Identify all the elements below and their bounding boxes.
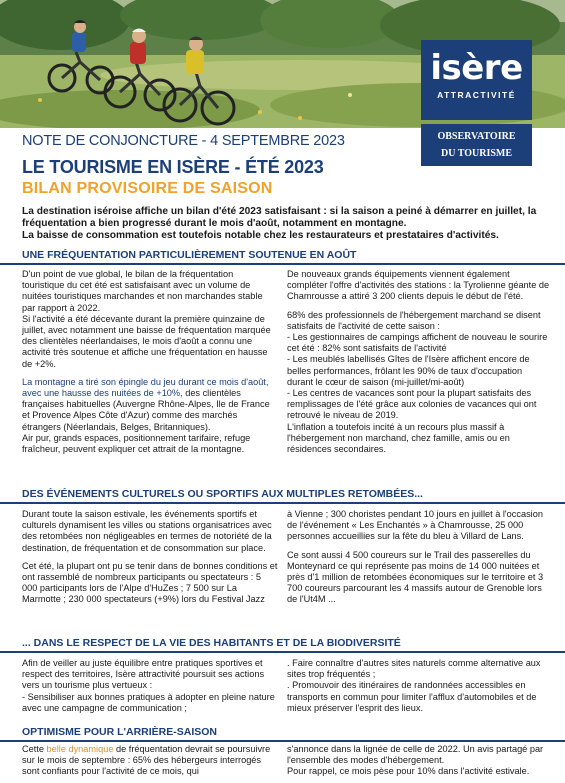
page-subtitle: BILAN PROVISOIRE DE SAISON (22, 180, 273, 197)
observatory-badge (421, 124, 532, 166)
s4-right-p2: Pour rappel, ce mois pèse pour 10% dans l'activité estivale. (287, 766, 530, 777)
observatory-line2: DU TOURISME (440, 148, 513, 159)
section4-left-column (22, 744, 278, 778)
s2-right-p1: à Vienne ; 300 choristes pendant 10 jours en juillet à l'occasion de l'événement « Les Enchantés » à Chamrousse, 25 000 personnes accueillies sur la fête du bleu à Villard de Lans. (287, 509, 543, 542)
s2-left-p1: Durant toute la saison estivale, les événements sportifs et culturels dynamisent les villes ou stations organisatrices avec des retombées non négligeables en termes de notoriété de la destination, de fréquentation et de consommation sur place. (22, 509, 272, 553)
page-title: LE TOURISME EN ISÈRE - ÉTÉ 2023 (22, 157, 324, 177)
section4-divider (0, 740, 565, 742)
s1-right-b3: - Les centres de vacances sont pour la plupart satisfaits des remplissages de l'été grâce aux colonies de vacances qui ont retrouvé le niveau de 2019. (287, 388, 537, 421)
s4-left-highlight: belle dynamique (46, 744, 114, 754)
section1-divider (0, 263, 565, 265)
s4-left-p1 (22, 744, 278, 778)
s1-right-p1: De nouveaux grands équipements viennent également compléter l'offre d'activités des stations : la Tyrolienne géante de Chamrousse a attiré 3 200 clients depuis le début de l'été. (287, 269, 550, 302)
section2-left-column (22, 509, 278, 606)
s1-right-p2: 68% des professionnels de l'hébergement marchand se disent satisfaits de l'activité de cette saison : (287, 309, 541, 331)
s1-right-p3: L'inflation a toutefois incité à un recours plus massif à l'hébergement non marchand, chez famille, amis ou en résidences secondaires. (287, 421, 510, 455)
s1-left-p3 (22, 377, 278, 433)
isere-logo (421, 40, 532, 120)
s1-left-p1: D'un point de vue global, le bilan de la fréquentation touristique du cet été est satisfaisant avec un volume de nuitées touristiques marchandes et non marchandes stable par rapport à 2022. (22, 269, 263, 313)
section2-heading: DES ÉVÉNEMENTS CULTURELS OU SPORTIFS AUX MULTIPLES RETOMBÉES... (22, 488, 423, 500)
intro-summary (22, 206, 550, 242)
s4-left-pre: Cette (22, 744, 47, 754)
s3-right-p1: . Faire connaître d'autres sites naturels comme alternative aux sites trop fréquentés ; (287, 658, 541, 680)
s3-right-p2: . Promouvoir des itinéraires de randonnées accessibles en transports en commun pour limiter l'afflux d'automobiles et de mieux préserver l'esprit des lieux. (287, 680, 537, 713)
section1-right-column (287, 269, 550, 455)
observatory-line1: OBSERVATOIRE (437, 131, 516, 142)
s3-left-p1: Afin de veiller au juste équilibre entre pratiques sportives et respect des territoires, Isère attractivité poursuit ses actions vers un tourisme plus vertueux : (22, 658, 265, 691)
section1-left-column (22, 269, 278, 455)
section4-right-column (287, 744, 550, 778)
section3-left-column (22, 658, 278, 714)
section3-right-column (287, 658, 550, 714)
section3-divider (0, 651, 565, 653)
logo-text: isère (430, 48, 523, 88)
s4-right-p1: s'annonce dans la lignée de celle de 2022. Un avis partagé par l'ensemble des modes d'hébergement. (287, 744, 544, 766)
s1-right-b2: - Les meublés labellisés Gîtes de l'Isère affichent encore de belles performances, frôlant les 90% de taux d'occupation durant le cœur de saison (mi-juillet/mi-août) (287, 354, 530, 387)
section1-heading: UNE FRÉQUENTATION PARTICULIÈREMENT SOUTENUE EN AOÛT (22, 249, 357, 261)
s1-left-p4: Air pur, grands espaces, positionnement tarifaire, refuge fraîcheur, peuvent expliquer cet attrait de la montagne. (22, 432, 251, 455)
s2-right-p2: Ce sont aussi 4 500 coureurs sur le Trail des passerelles du Monteynard ce qui représente pas moins de 14 000 nuitées et près d'1 million de retombées économiques sur le territoire et 3 700 coureurs parcourant les 4 massifs autour de Grenoble lors de l'Ut4M ... (287, 549, 544, 605)
s1-left-p3-rest: des clientèles françaises habituelles (Auvergne Rhône-Alpes, Ile de France et Provence Alpes Côte d'Azur) comme des marchés étrangers (Néerlandais, Belges, Britanniques). (22, 388, 270, 432)
intro-line2: La baisse de consommation est toutefois notable chez les restaurateurs et prestataires d'activités. (22, 230, 499, 241)
logo-subtext: ATTRACTIVITÉ (437, 90, 516, 100)
s1-left-p3-highlight: La montagne a tiré son épingle du jeu durant ce mois d'août, avec une hausse des nuitées de +10%, (22, 376, 269, 399)
section2-right-column (287, 509, 550, 606)
section3-heading: ... DANS LE RESPECT DE LA VIE DES HABITANTS ET DE LA BIODIVERSITÉ (22, 637, 401, 649)
s1-right-b1: - Les gestionnaires de campings affichent de nouveau le sourire cet été : 82% sont satisfaits de l'activité (287, 332, 548, 354)
intro-line1: La destination iséroise affiche un bilan d'été 2023 satisfaisant : si la saison a peiné à démarrer en juillet, la fréquentation a bien progressé durant le mois d'août, notamment en montagne. (22, 206, 537, 229)
section4-heading: OPTIMISME POUR L'ARRIÈRE-SAISON (22, 726, 218, 738)
s3-left-p2: - Sensibiliser aux bonnes pratiques à adopter en pleine nature avec une campagne de communication ; (22, 691, 275, 713)
section2-divider (0, 502, 565, 504)
s1-left-p2: Si l'activité a été décevante durant la première quinzaine de juillet, avec notamment une baisse de fréquentation marquée des clientèles néerlandaises, le mois d'août a connu une activité très soutenue et affiche une fréquentation en hausse de +2%. (22, 313, 271, 369)
s2-left-p2: Cet été, la plupart ont pu se tenir dans de bonnes conditions et ont rassemblé de nombreux participants ou spectateurs : 5 000 participants lors de l'Alpe d'HuZes ; 7 500 sur La Marmotte ; 230 000 spectateurs (+9%) lors du Festival Jazz (22, 560, 278, 605)
note-date: NOTE DE CONJONCTURE - 4 SEPTEMBRE 2023 (22, 133, 345, 149)
s4-left-post: de fréquentation devrait se poursuivre sur le mois de septembre : 65% des hébergeurs interrogés sont confiants pour l'activité de ce mois, qui (22, 744, 271, 777)
hero-photo (0, 0, 565, 128)
